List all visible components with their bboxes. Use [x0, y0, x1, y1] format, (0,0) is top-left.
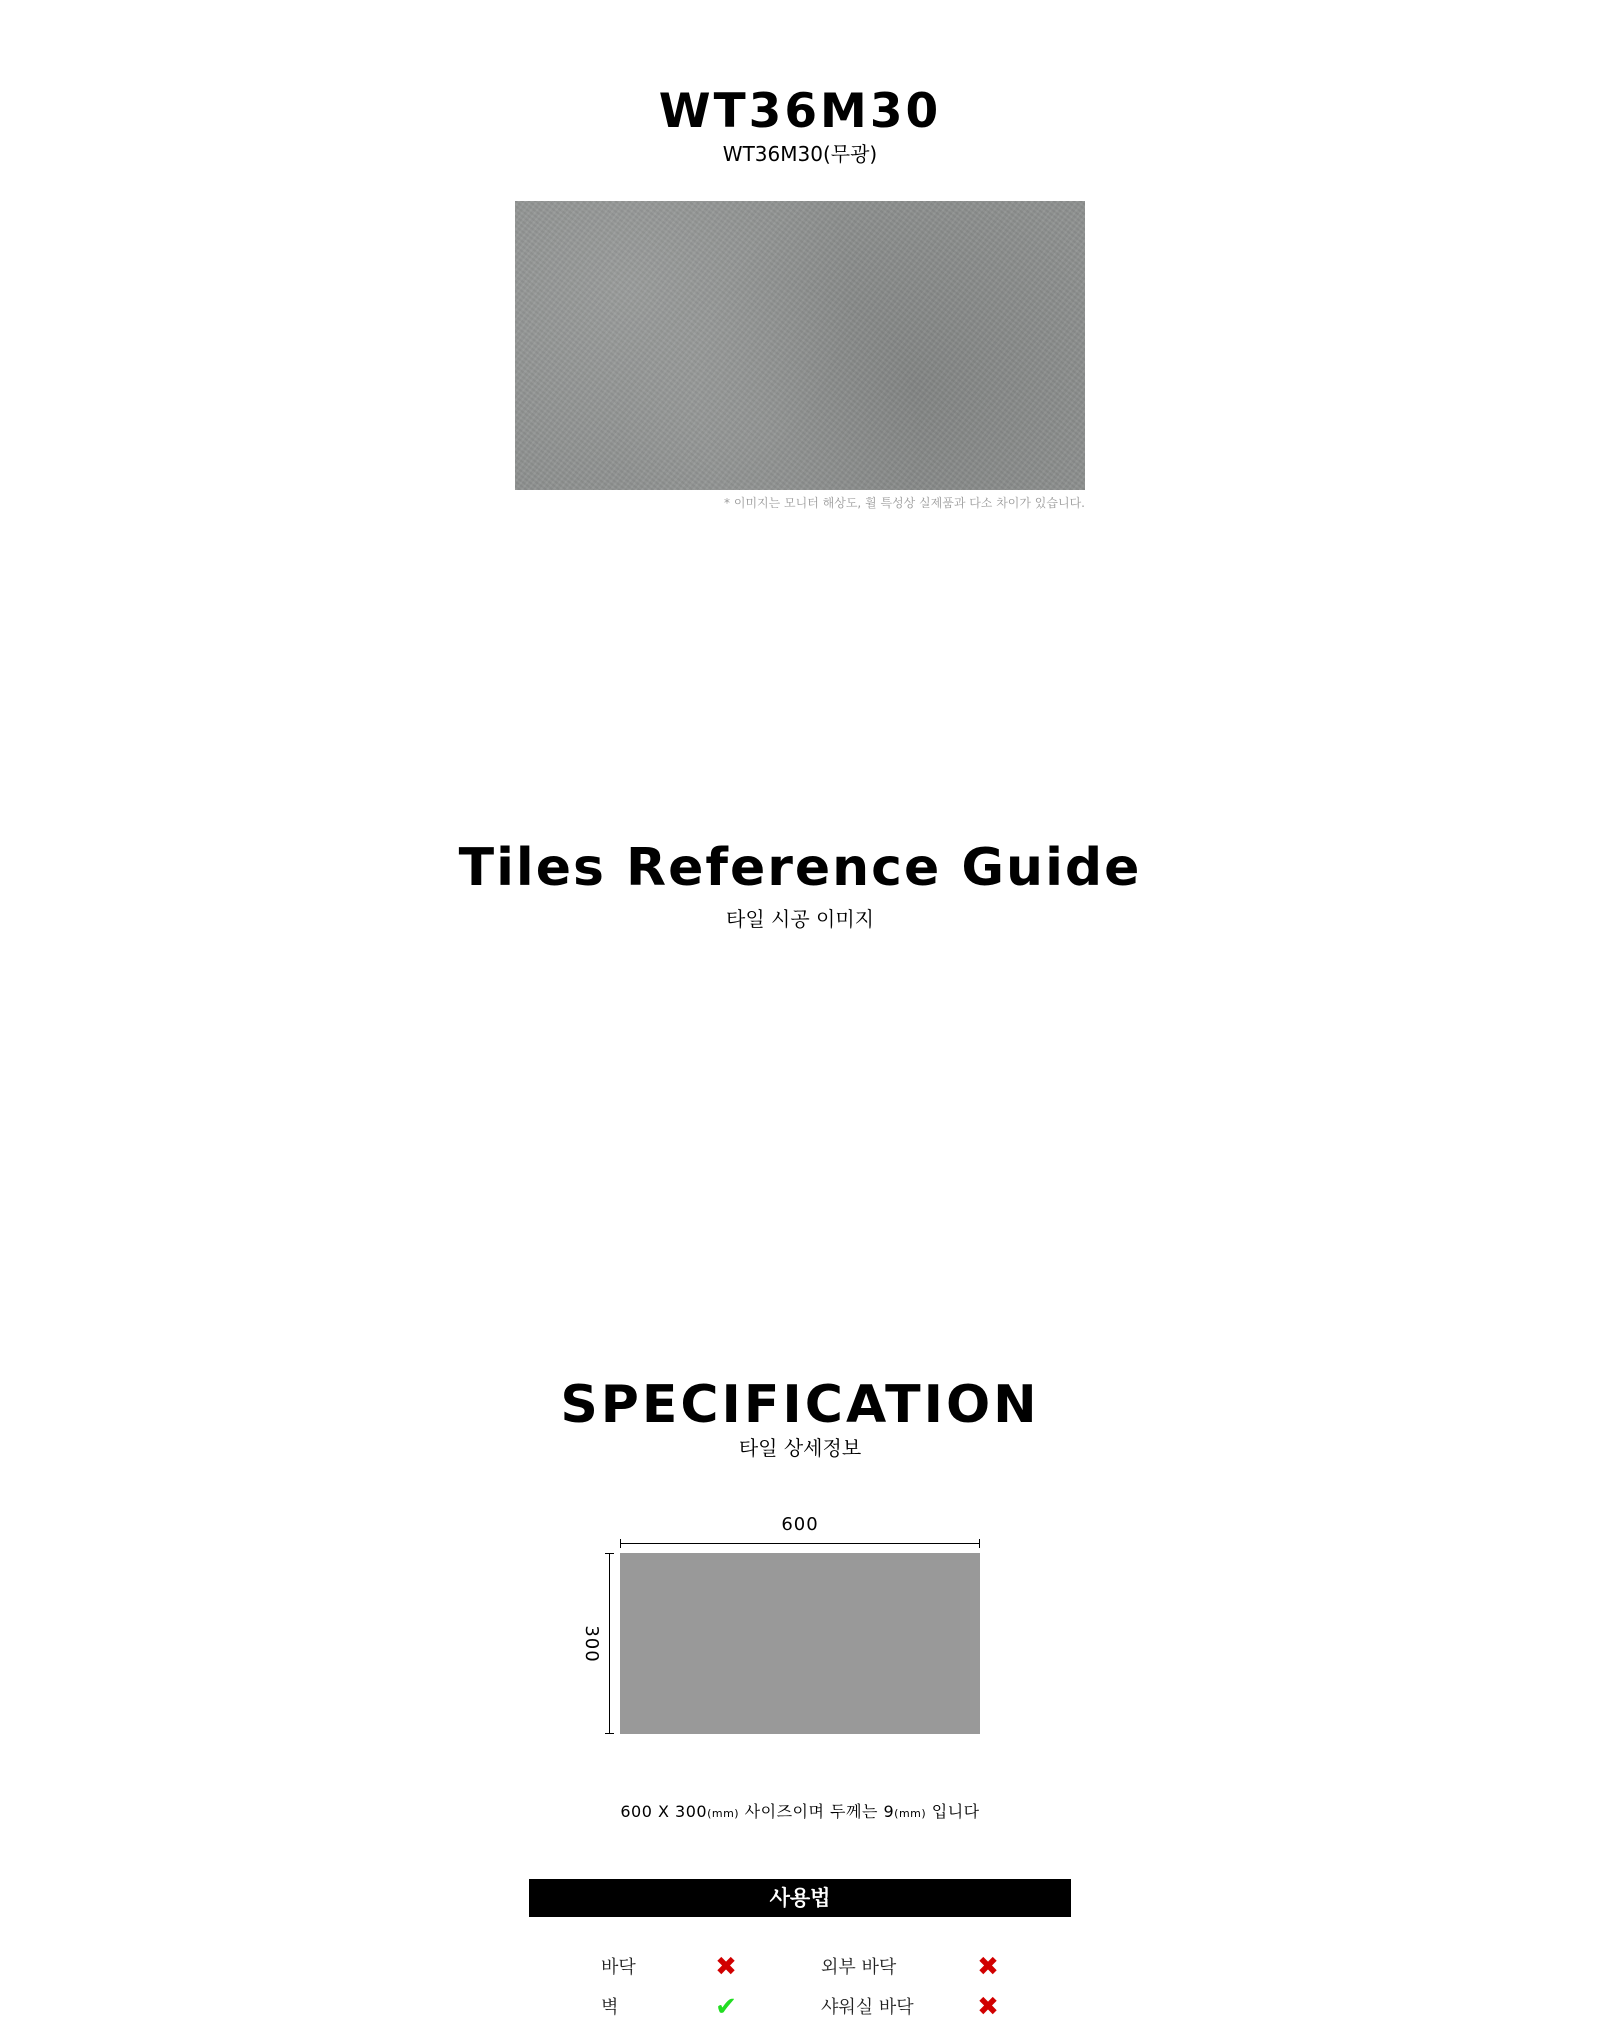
height-dimension-tick-bottom — [605, 1733, 614, 1734]
product-subtitle: WT36M30(무광) — [722, 142, 878, 166]
spec-subtitle: 타일 상세정보 — [738, 1436, 862, 1460]
guide-subtitle: 타일 시공 이미지 — [726, 907, 874, 931]
product-title: WT36M30 — [658, 84, 942, 139]
spec-title: SPECIFICATION — [560, 1375, 1040, 1435]
height-dimension-label: 300 — [581, 1625, 602, 1663]
usage-label-floor: 바닥 — [601, 1957, 636, 1978]
height-dimension-line — [609, 1553, 610, 1734]
size-note — [0, 1801, 1600, 1825]
usage-label-shower-floor: 샤워실 바닥 — [821, 1997, 914, 2018]
height-dimension-tick-top — [605, 1553, 614, 1554]
width-dimension-tick-left — [620, 1539, 621, 1548]
usage-mark-wall-check-icon: ✔ — [715, 1992, 737, 2022]
size-note-unit: (mm) — [894, 1807, 927, 1820]
guide-title: Tiles Reference Guide — [458, 838, 1142, 898]
tile-texture-image — [515, 201, 1085, 490]
usage-mark-shower-floor-x-icon: ✖ — [977, 1992, 999, 2022]
size-note-suffix: 입니다 — [926, 1802, 980, 1821]
size-note-unit: (mm) — [707, 1807, 740, 1820]
width-dimension-label: 600 — [781, 1514, 819, 1535]
size-note-thickness: 사이즈이며 두께는 9 — [739, 1802, 895, 1821]
width-dimension-tick-right — [979, 1539, 980, 1548]
image-disclaimer: * 이미지는 모니터 해상도, 휠 특성상 실제품과 다소 차이가 있습니다. — [724, 496, 1085, 510]
usage-label-outdoor-floor: 외부 바닥 — [821, 1957, 897, 1978]
usage-header: 사용법 — [529, 1879, 1071, 1917]
usage-label-wall: 벽 — [601, 1997, 619, 2018]
tile-size-diagram — [620, 1553, 980, 1734]
size-note-dimensions: 600 X 300 — [620, 1802, 708, 1821]
width-dimension-line — [620, 1543, 980, 1544]
usage-mark-outdoor-floor-x-icon: ✖ — [977, 1952, 999, 1982]
usage-mark-floor-x-icon: ✖ — [715, 1952, 737, 1982]
